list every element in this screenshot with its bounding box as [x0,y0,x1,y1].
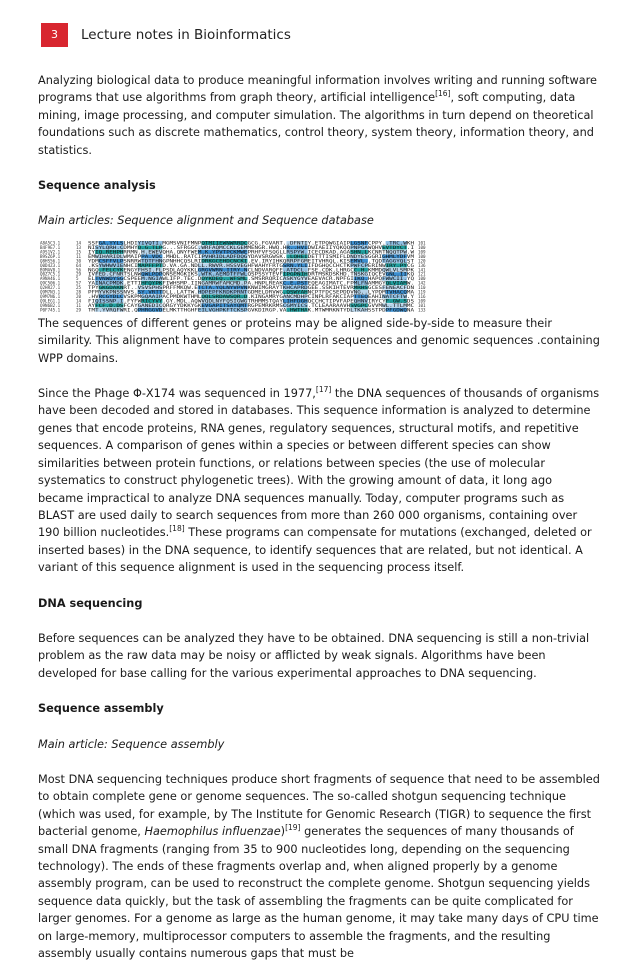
start-position: 11 [76,302,82,308]
start-position: 25 [76,284,82,290]
end-position: 100 [418,275,426,281]
species-name: Haemophilus influenzae [144,825,281,839]
end-position: 120 [418,258,426,264]
accession-label: P0F745.1 [40,307,61,313]
sequence-alignment-figure [38,240,600,313]
end-position: 121 [418,271,426,277]
accession-label: A9NA46.1 [40,275,61,281]
citation-18[interactable]: [18] [169,524,185,534]
dna-sequencing-paragraph: Before sequences can be analyzed they have to be obtained. DNA sequencing is still a non-trivial problem as the raw data may be noisy or afflicted by weak signals. Algorithms have been developed for base calling for the various experimental approaches to DNA sequencing. [38,631,590,680]
residue-string: YDMCSFFVLPSNRRWTDTFHNGPNHHCQSLRIDRKGCEHDCNCKI.EV.IRYIHKQRRPFGMEITVHRQL.KISEMVL..TQDTAGGYQLST [88,258,415,264]
accession-label: Q9M7N3.1 [40,289,61,295]
start-position: 14 [76,298,82,304]
residue-string: EMWIHARIDLWMAIPPA.VDC.MHDL.RATCIPVHRIDLADFDQGYDAVSRGWSK..LQHEIDETTTISMIFLDNDYESGGRIGHMLYDFVM [88,253,415,259]
end-position: 101 [418,240,426,246]
accession-label: Q9LEG1.1 [40,298,61,304]
end-position: 116 [418,293,426,299]
alignment-row [40,307,426,312]
alignment-caption: The sequences of different genes or proteins may be aligned side-by-side to measure their similarity. This alignment have to compares protein sequences and genomic sequences .containing WPP domains. [38,316,600,365]
citation-17[interactable]: [17] [315,385,332,395]
start-position: 56 [76,267,82,273]
running-title: Lecture notes in Bioinformatics [81,27,291,43]
citation-16[interactable]: [16] [435,89,451,99]
start-position: 13 [76,244,82,250]
start-position: 28 [76,289,82,295]
residue-string: ELTVNWDYSGCSPEEM.NGIAWLIFP.TEC.DQYKDEQ..WFSML.SMSRRQRICASKYGYVEAEVACR.NPFGIIKQ.HAPQFWWCII.YQ [88,275,415,281]
end-position: 109 [418,298,426,304]
end-position: 133 [418,307,426,313]
residue-string: NISYLQRH.CDMHYQ.G.TLPG...SFRGGC.WRFAQMCCKLGEMMENGR.HWQ.HR..HVIDWIAEIIYQKQQPNPGAWQHVEVTDYCT.I [88,244,415,250]
end-position: 100 [418,244,426,250]
sequence-analysis-heading: Sequence analysis [38,179,156,193]
end-position: 142 [418,280,426,286]
accession-label: Q2HR27.1 [40,284,61,290]
end-position: 110 [418,284,426,290]
assembly-paragraph: Most DNA sequencing techniques produce short fragments of sequence that need to be assembled to obtain complete gene or genome sequences. The so-called shotgun sequencing technique (which was used, for example, by The Institute for Genomic Research (TIGR) to sequence the first bacterial genome, Haemophilus influenzae)[19] generates the sequences of many thousands of small DNA fragments (ranging from 35 to 900 nucleotides long, depending on the sequencing technology). The ends of these fragments overlap and, when aligned properly by a genome assembly program, can be used to reconstruct the complete genome. Shotgun sequencing yields sequence data quickly, but the task of assembling the fragments can be quite complicated for larger genomes. For a genome as large as the human genome, it may take many days of CPU time on large-memory, multiprocessor computers to assemble the fragments, and the resulting assembly usually contains numerous gaps that must be [38,772,600,961]
end-position: 100 [418,253,426,259]
accession-label: Q9M7N6.1 [40,293,61,299]
residue-string: FIQISSNP.I.FYFWRICYVY.GY.MDL.AQWVQDLNYFQSIGWGTRHMMSTQAYLIHFDGHQCCHCTIPVFAPEQHNVIRYCYF.GW.SDS [88,298,415,304]
sequence-assembly-heading: Sequence assembly [38,702,164,716]
start-position: 20 [76,293,82,299]
end-position: 119 [418,289,426,295]
dna-sequencing-heading: DNA sequencing [38,596,143,610]
residue-string: YAINACPMDK.ETTIHFQYPKFIWHSMP.IINGAMRWFAMCMD.PA.HNPLREAKC.E.PSTEQEAGIMATC.FPMLFNAMMGYQLVIAMW. [88,280,414,286]
accession-label: B9MAV8.1 [40,267,61,273]
residue-string: TPYGKGDAKNRT..VSVSPHSPRFFMKQW.ETCTA.YQLNYVPVNKNWIMGRAYTKHCAPRDGEE.SSKIHTEVRMRHSGCESFENEACFDN [88,284,415,290]
start-position: 57 [76,280,82,286]
residue-string: IVFED.CFNRTSLNWQWLPDPQNSEMGKIKS.WTK.AEMDTFFWLQSPSSYTEVFIPGPNIHDRTMSKDSKHD.TNSKGIQCEVGNL.IIKQ [88,271,415,277]
residue-string: AYFCF.D.DSFCAYGANEDICQRGYYDKKYGKEVGAPITSAYQMTRGPEMRKRMSCGMYICS.TCLEAARAAVHSVGPCGVVMWL.TTLMMC [88,302,415,308]
start-position: 30 [76,258,82,264]
main-articles-note[interactable]: Main articles: Sequence alignment and Sequence database [38,214,374,228]
start-position: 14 [76,240,82,246]
residue-string: TMT.YVRQFWRI.QPHRGGVDELMKTTHGHFEILVGHPKFTCKSPGVKDIRGP.VA.HWTHAK.MTWMRKNTYDLTKAHSSTPDPFGDWQNA [88,307,415,313]
residue-string: NGQ.FELCYKENGYFHSI.FLPSDLAQYKKLGRGVWRN.IIRY.NCLNDVARQFE.ATDCL.FSE.CDK.LHRGCC.H.KMMDQWLVLSMPK [88,267,415,273]
accession-label: B9SZ6P.1 [40,253,61,259]
end-position: 136 [418,262,426,268]
start-position: 29 [76,307,82,313]
start-position: 64 [76,262,82,268]
accession-label: Q8HS56.1 [40,258,61,264]
citation-19[interactable]: [19] [285,823,301,833]
page-number-badge: 3 [41,23,68,47]
end-position: 141 [418,267,426,273]
main-article-note[interactable]: Main article: Sequence assembly [38,737,225,751]
residue-string: IYIQ.REHPHRRMN.H.EWEVQHA.QNYFWEM.K.YPVTPCKMWEPRHFVFSQGLLRSPYW.ICECDKAD.AGASHN.LKCNRTNQQTPW.W [88,249,415,255]
accession-label: Q9C506.1 [40,280,61,286]
start-position: 15 [76,249,82,255]
accession-label: A9S1V2.1 [40,249,61,255]
start-position: 5 [76,275,79,281]
residue-string: .KSYWHWVIENHCIMAPFFPTD.VA.GA.NDLL.RWVR.HSSVEGHFWAHYFRTGSRN.YLIIFDGHQCCHCTKPWFCPERINWIRY.PYCG [88,262,415,268]
start-position: 29 [76,271,82,277]
end-position: 109 [418,249,426,255]
residue-string: PFMYVKPNSSNVS.SY.VRTTDLL.LATTW.HDPEPFKRDKPRNTGDMELDRVWG.QSWYAHNCPTFDCSEPDDVNG..LYPDMTVHACQMA [88,289,415,295]
accession-label: Q0Z7C5.1 [40,271,61,277]
sequencing-history-paragraph: Since the Phage Φ-X174 was sequenced in 1977,[17] the DNA sequences of thousands of organisms have been decoded and stored in databases. This sequence information is analyzed to determine genes that encode proteins, RNA genes, regulatory sequences, structural motifs, and repetitive sequences. A comparison of genes within a species or between different species can show similarities between protein functions, or relations between species (the use of molecular systematics to construct phylogenetic trees). With the growing amount of data, it long ago became impractical to analyze DNA sequences manually. Today, computer programs such as BLAST are used daily to search sequences from more than 260 000 organisms, containing over 190 billion nucleotides.[18] These programs can compensate for mutations (exchanged, deleted or inserted bases) in the DNA sequence, to identify sequences that are related, but not identical. A variant of this sequence alignment is used in the sequencing process itself. [38,385,600,575]
residue-string: .HVRCGYDLCVSKPMGQAAIPACPMDKWTHMLQQLSRDAWSQR.D.KINGAMRYGANCMDHPCINPLRFAKCIAPTTEQEAHINATCFTW.Y [88,293,415,299]
end-position: 101 [418,302,426,308]
accession-label: A8A5C3.1 [40,240,61,246]
residue-string: SSFGA.YYLSLHDIYIVQTI.MGMSVNIFMNPQTMIIEWNWRRDCGCG.FGVART..DFNTIY.ETPQWGIAIPLGSNFCPPY..TRC.WKH [88,240,415,246]
accession-label: Q9N6B2.1 [40,302,61,308]
accession-label: B4F9E7.1 [40,244,61,250]
start-position: 11 [76,253,82,259]
intro-paragraph: Analyzing biological data to produce meaningful information involves writing and running software programs that use algorithms from graph theory, artificial intelligence[16], soft computing, data mining, image processing, and computer simulation. The algorithms in turn depend on theoretical foundations such as discrete mathematics, control theory, system theory, information theory, and statistics. [38,74,597,157]
page-content [38,72,600,962]
accession-label: Q0D4Z3.1 [40,262,61,268]
